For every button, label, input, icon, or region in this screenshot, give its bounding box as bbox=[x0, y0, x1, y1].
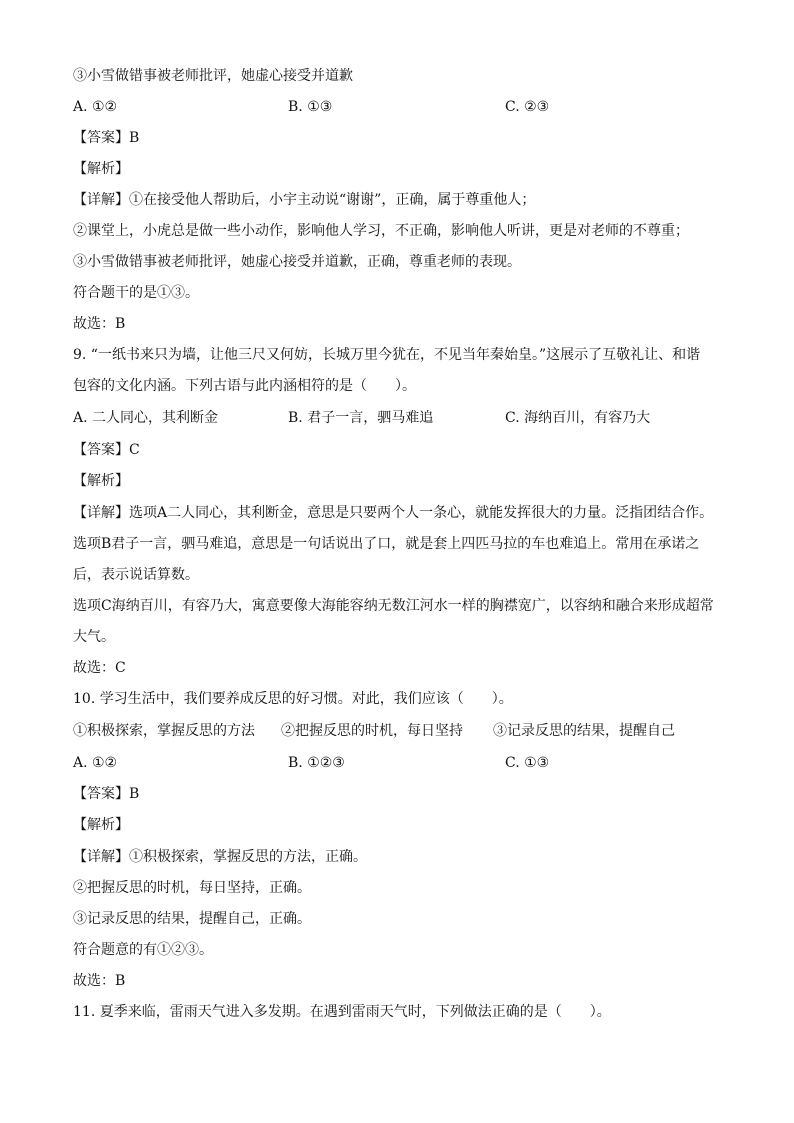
detail-text: ③小雪做错事被老师批评，她虚心接受并道歉，正确，尊重老师的表现。 bbox=[73, 254, 521, 270]
option-b: B. ①③ bbox=[288, 99, 333, 115]
detail-text: ③记录反思的结果，提醒自己，正确。 bbox=[73, 911, 311, 927]
detail-text: 【详解】①积极探索，掌握反思的方法，正确。 bbox=[73, 849, 367, 865]
question-9-text: 9. “一纸书来只为墙，让他三尺又何妨，长城万里今犹在，不见当年秦始皇。”这展示了互敬礼让、和谐 bbox=[73, 347, 701, 363]
detail-text: 选项C海纳百川，有容乃大，寓意要像大海能容纳无数江河水一样的胸襟宽广，以容纳和融合来形成超常 bbox=[73, 598, 714, 614]
final-answer: 故选：C bbox=[73, 660, 126, 676]
detail-text: 大气。 bbox=[73, 629, 115, 645]
question-10-text: 10. 学习生活中，我们要养成反思的好习惯。对此，我们应该（ ）。 bbox=[73, 691, 513, 707]
option-c: C. 海纳百川，有容乃大 bbox=[505, 410, 651, 426]
question-11-text: 11. 夏季来临，雷雨天气进入多发期。在遇到雷雨天气时，下列做法正确的是（ ）。 bbox=[73, 1004, 611, 1020]
option-c: C. ①③ bbox=[505, 755, 550, 771]
option-a: A. ①② bbox=[73, 755, 118, 771]
option-c: C. ②③ bbox=[505, 99, 550, 115]
detail-text: 【详解】选项A二人同心，其利断金，意思是只要两个人一条心，就能发挥很大的力量。泛指团结合作。 bbox=[73, 505, 714, 521]
option-b: B. ①②③ bbox=[288, 755, 345, 771]
answer-label: 【答案】B bbox=[73, 130, 140, 146]
detail-text: 【详解】①在接受他人帮助后，小宇主动说“谢谢”，正确，属于尊重他人； bbox=[73, 192, 536, 208]
question-9-text: 包容的文化内涵。下列古语与此内涵相符的是（ ）。 bbox=[73, 378, 416, 394]
detail-text: ②把握反思的时机，每日坚持，正确。 bbox=[73, 880, 311, 896]
analysis-label: 【解析】 bbox=[73, 161, 129, 177]
answer-label: 【答案】B bbox=[73, 786, 140, 802]
detail-text: ②课堂上，小虎总是做一些小动作，影响他人学习，不正确，影响他人听讲，更是对老师的不尊重； bbox=[73, 223, 689, 239]
conclusion-text: 符合题干的是①③。 bbox=[73, 285, 199, 301]
answer-label: 【答案】C bbox=[73, 442, 140, 458]
statement-3: ③记录反思的结果，提醒自己 bbox=[493, 723, 675, 739]
final-answer: 故选：B bbox=[73, 973, 126, 989]
analysis-label: 【解析】 bbox=[73, 473, 129, 489]
conclusion-text: 符合题意的有①②③。 bbox=[73, 942, 213, 958]
option-b: B. 君子一言，驷马难追 bbox=[288, 410, 434, 426]
statement-1: ①积极探索，掌握反思的方法 bbox=[73, 723, 255, 739]
option-a: A. ①② bbox=[73, 99, 118, 115]
option-item-3: ③小雪做错事被老师批评，她虚心接受并道歉 bbox=[73, 68, 353, 84]
analysis-label: 【解析】 bbox=[73, 817, 129, 833]
option-a: A. 二人同心，其利断金 bbox=[73, 410, 219, 426]
detail-text: 后，表示说话算数。 bbox=[73, 567, 199, 583]
final-answer: 故选：B bbox=[73, 316, 126, 332]
statement-2: ②把握反思的时机，每日坚持 bbox=[281, 723, 463, 739]
detail-text: 选项B君子一言，驷马难追，意思是一句话说出了口，就是套上四匹马拉的车也难追上。常用在承诺之 bbox=[73, 536, 700, 552]
